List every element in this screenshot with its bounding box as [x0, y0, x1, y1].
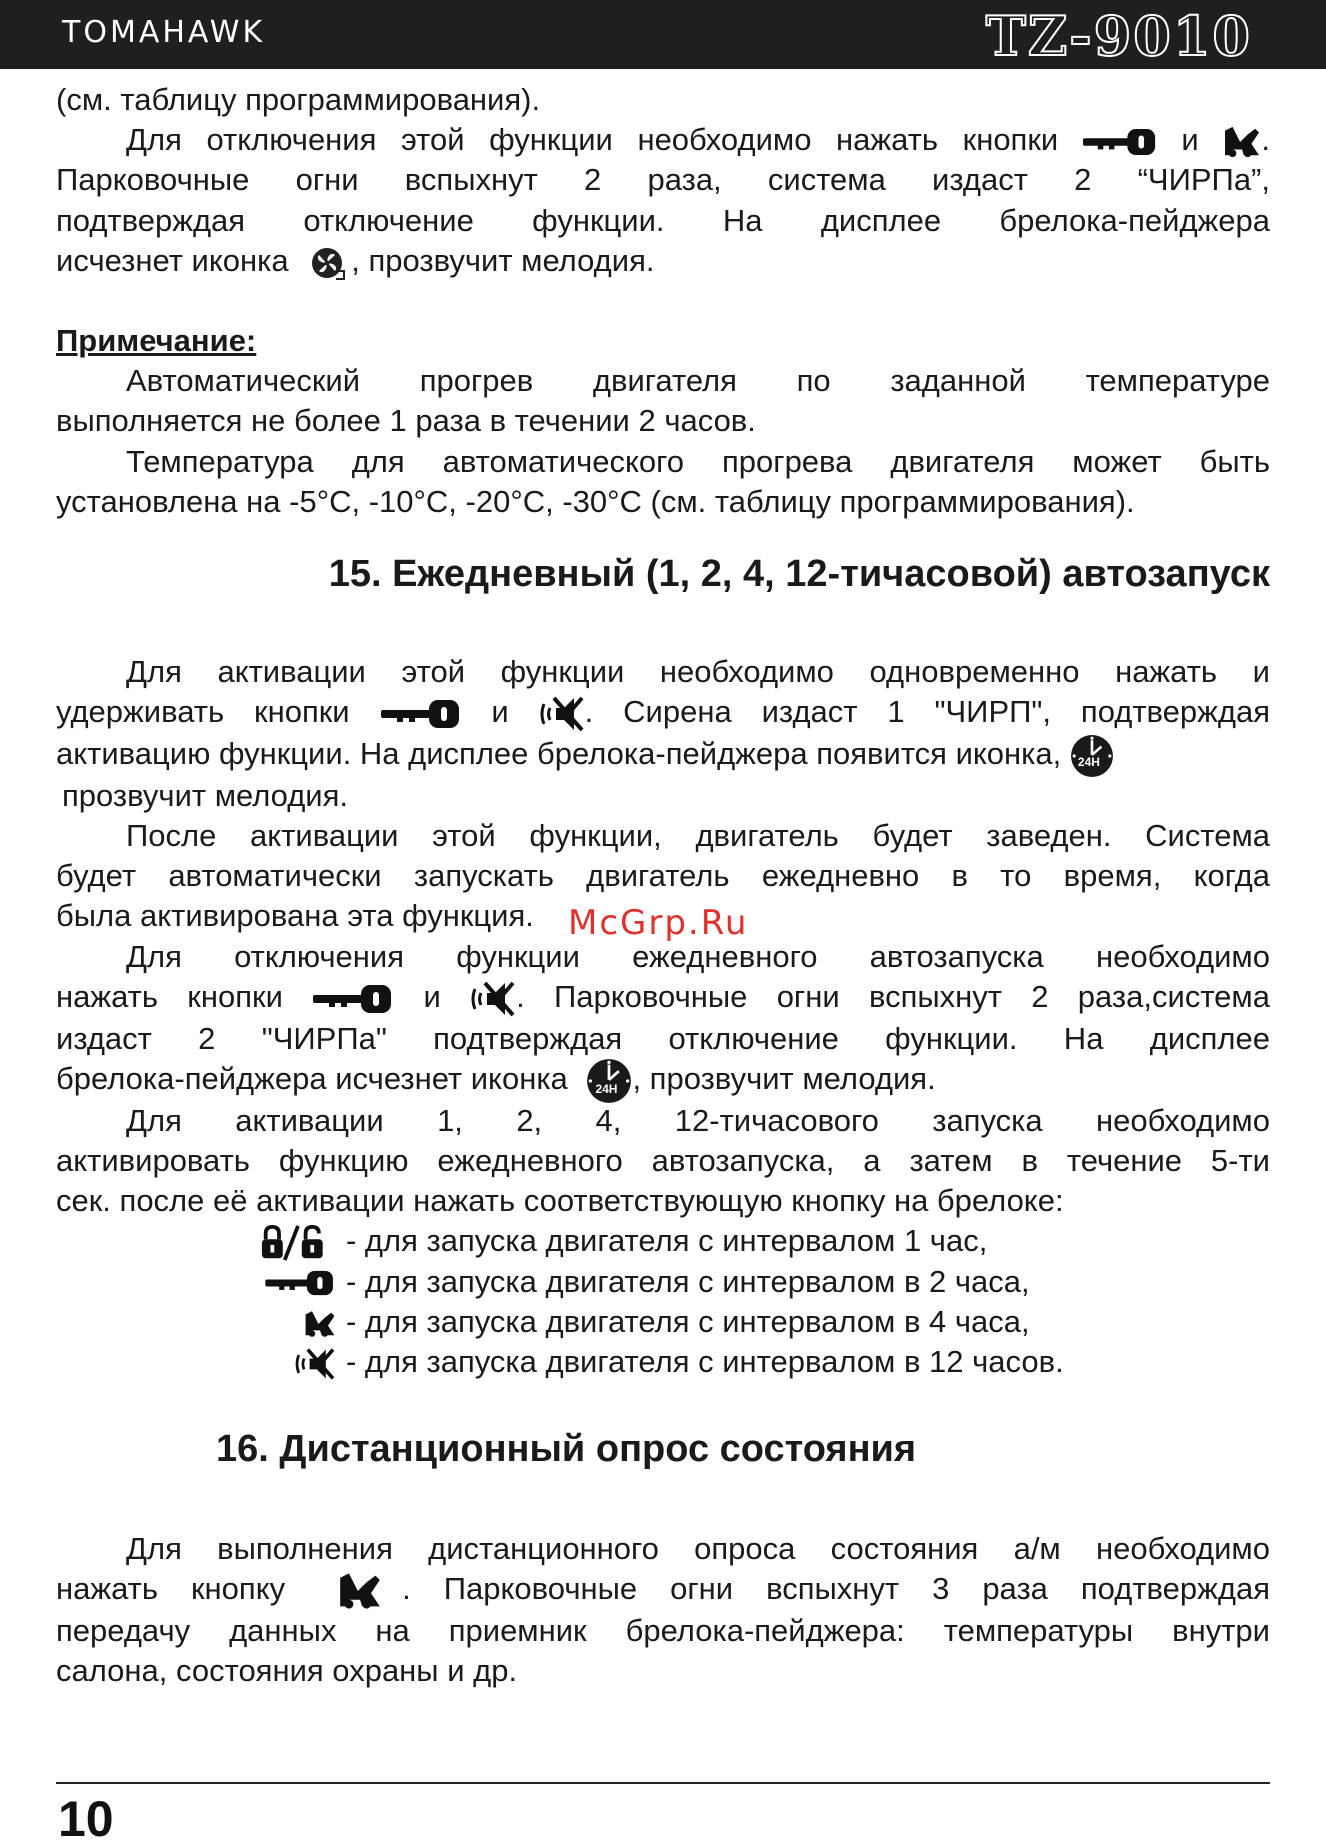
text-line: брелока-пейджера исчезнет иконка 24H , прозвучит мелодия. — [56, 1059, 1270, 1101]
section-15-title: 15. Ежедневный (1, 2, 4, 12-тичасовой) автозапуск — [328, 553, 1270, 596]
watermark: McGrp.Ru — [568, 903, 749, 943]
list-item: - для запуска двигателя с интервалом 1 час, — [244, 1221, 1270, 1261]
truck-icon — [304, 1309, 336, 1339]
truck-icon — [338, 1571, 382, 1611]
text-line: была активирована эта функция. — [56, 898, 534, 934]
text-line: Для отключения этой функции необходимо нажать кнопки и . — [126, 122, 1270, 158]
siren-mute-icon — [539, 694, 585, 734]
text-line: будет автоматически запускать двигатель ежедневно в то время, когда — [56, 858, 1270, 894]
siren-mute-icon — [294, 1346, 336, 1382]
siren-mute-icon — [470, 979, 516, 1019]
clock-24h-icon: 24H — [1070, 736, 1114, 776]
text-line: Для отключения функции ежедневного автозапуска необходимо — [126, 938, 1270, 974]
text-line: (см. таблицу программирования). — [56, 82, 541, 117]
text-line: нажать кнопки и . Парковочные огни вспыхнут 2 раза,система — [56, 977, 1270, 1019]
text-line: удерживать кнопки и . Сирена издаст 1 "ЧИРП", подтверждая — [56, 692, 1270, 734]
list-item: - для запуска двигателя с интервалом в 12 часов. — [244, 1342, 1270, 1382]
key-icon — [312, 984, 394, 1014]
text-line: исчезнет иконка , прозвучит мелодия. — [56, 241, 1270, 281]
page-number: 10 — [58, 1791, 114, 1847]
text-line: активацию функции. На дисплее брелока-пейджера появится иконка, 24H — [56, 734, 1270, 776]
brand-logo: TOMAHAWK — [62, 15, 266, 50]
model-name: TZ-9010 — [985, 4, 1252, 68]
lock-unlock-icon — [260, 1224, 336, 1262]
section-16-title: 16. Дистанционный опрос состояния — [216, 1428, 917, 1471]
fan-icon — [305, 245, 351, 281]
text-line: Температура для автоматического прогрева двигателя может быть — [126, 443, 1270, 479]
note-title: Примечание: — [56, 323, 257, 359]
text-line: Для активации 1, 2, 4, 12-тичасового запуска необходимо — [126, 1102, 1270, 1138]
interval-list — [244, 1221, 1270, 1382]
text-line: установлена на -5°C, -10°C, -20°C, -30°C (см. таблицу программирования). — [56, 483, 1135, 519]
spacer — [56, 281, 1270, 321]
text-line: Для активации этой функции необходимо одновременно нажать и — [126, 654, 1270, 690]
text-line: выполняется не более 1 раза в течении 2 часов. — [56, 403, 756, 439]
text-line: салона, состояния охраны и др. — [56, 1653, 518, 1689]
list-item: - для запуска двигателя с интервалом в 4 часа, — [244, 1302, 1270, 1342]
text-line: нажать кнопку . Парковочные огни вспыхнут 3 раза подтверждая — [56, 1569, 1270, 1611]
text-line: прозвучит мелодия. — [62, 777, 349, 813]
key-icon — [264, 1270, 336, 1296]
text-line: Автоматический прогрев двигателя по заданной температуре — [126, 363, 1270, 399]
text-line: активировать функцию ежедневного автозапуска, а затем в течение 5-ти — [56, 1142, 1270, 1178]
page-content — [56, 80, 1270, 1691]
clock-24h-icon: 24H — [586, 1061, 632, 1101]
text-line: сек. после её активации нажать соответствующую кнопку на брелоке: — [56, 1183, 1064, 1219]
page-header — [0, 0, 1326, 69]
text-line: После активации этой функции, двигатель будет заведен. Система — [126, 818, 1270, 854]
key-icon — [1083, 128, 1157, 156]
text-line: издаст 2 "ЧИРПа" подтверждая отключение функции. На дисплее — [56, 1020, 1270, 1056]
key-icon — [380, 699, 462, 729]
text-line: передачу данных на приемник брелока-пейджера: температуры внутри — [56, 1613, 1270, 1649]
footer-divider — [56, 1782, 1270, 1784]
truck-icon — [1223, 125, 1261, 159]
text-line: подтверждая отключение функции. На дисплее брелока-пейджера — [56, 202, 1270, 238]
list-item: - для запуска двигателя с интервалом в 2 часа, — [244, 1262, 1270, 1302]
text-line: Для выполнения дистанционного опроса состояния а/м необходимо — [126, 1531, 1270, 1567]
text-line: Парковочные огни вспыхнут 2 раза, система издаст 2 “ЧИРПа”, — [56, 162, 1270, 198]
